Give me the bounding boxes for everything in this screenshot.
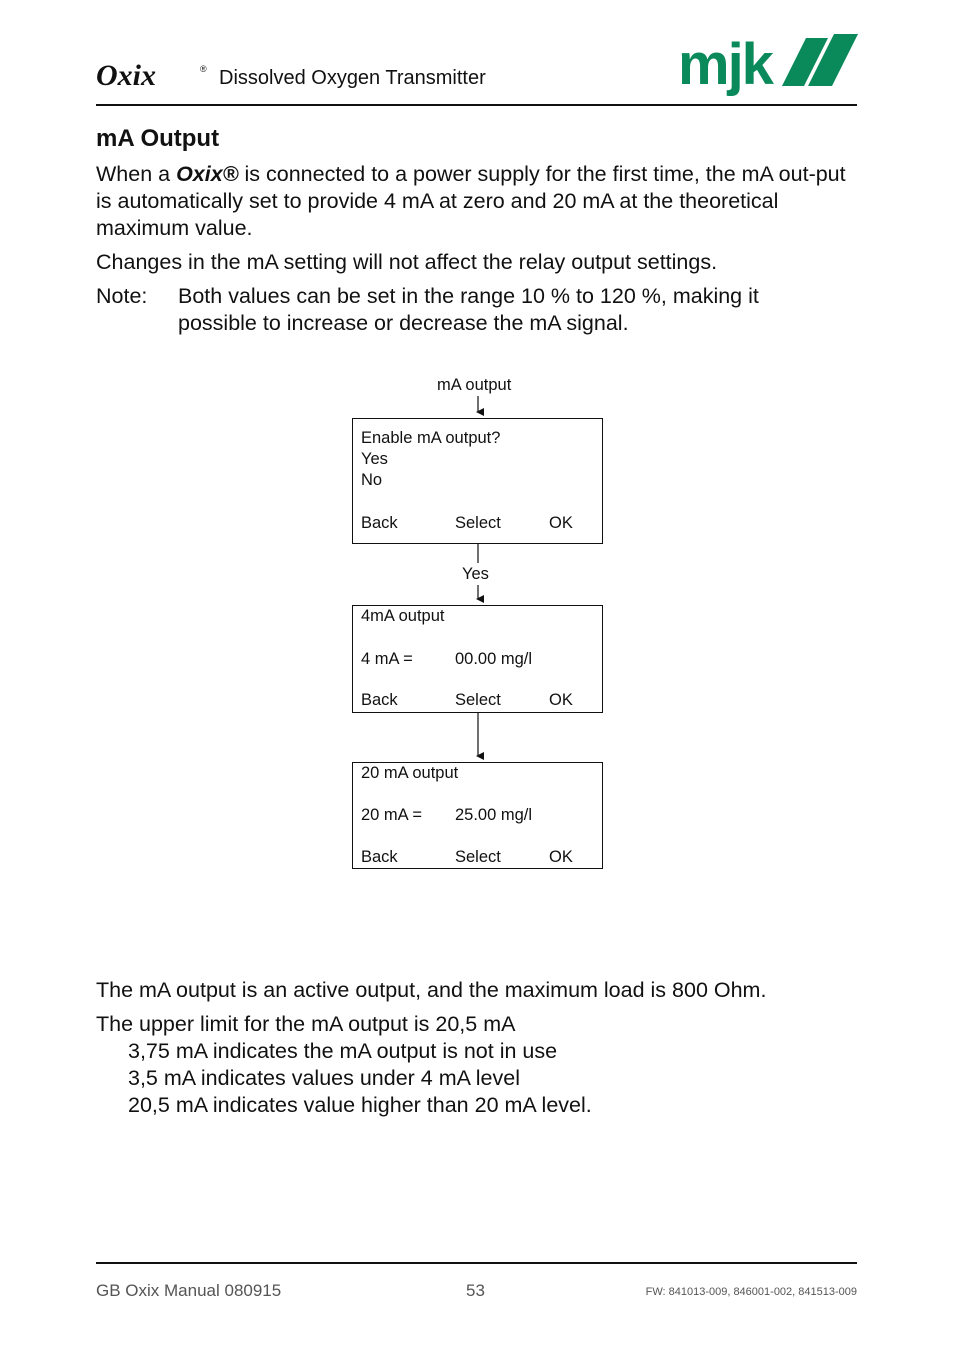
20ma-key: 20 mA = (361, 806, 422, 824)
oxix-logo-text: Oxix (96, 59, 156, 92)
20ma-title: 20 mA output (361, 764, 459, 782)
option-no: No (361, 471, 383, 489)
20ma-output-screen (352, 762, 603, 869)
select-label: Select (455, 848, 501, 866)
20ma-value: 25.00 mg/l (455, 806, 533, 824)
enable-question: Enable mA output? (361, 429, 501, 447)
header-title: Dissolved Oxygen Transmitter (219, 67, 486, 89)
select-label: Select (455, 691, 501, 709)
note-label: Note: (96, 284, 148, 308)
4ma-title: 4mA output (361, 607, 445, 625)
page-number: 53 (466, 1281, 485, 1300)
4ma-output-screen (352, 605, 603, 713)
select-label: Select (455, 514, 501, 532)
section-title: mA Output (96, 125, 220, 152)
intro-brand: Oxix® (176, 162, 239, 186)
ok-label: OK (549, 514, 573, 532)
footer-firmware: FW: 841013-009, 846001-002, 841513-009 (645, 1286, 857, 1298)
ok-label: OK (549, 848, 573, 866)
relay-paragraph: Changes in the mA setting will not affect the relay output settings. (96, 250, 718, 274)
intro-pre: When a (96, 162, 177, 186)
oxix-logo (96, 58, 211, 94)
footer-rule (96, 1262, 857, 1264)
note-text: Both values can be set in the range 10 % to 120 %, making it possible to increase or decrease the mA signal. (178, 284, 759, 335)
registered-mark: ® (200, 64, 207, 74)
back-label: Back (361, 848, 398, 866)
header-rule (96, 104, 857, 106)
indication-item-2: 3,5 mA indicates values under 4 mA level (128, 1066, 520, 1090)
active-output-text: The mA output is an active output, and the maximum load is 800 Ohm. (96, 978, 767, 1002)
upper-limit-text: The upper limit for the mA output is 20,5 mA (96, 1012, 516, 1036)
option-yes: Yes (361, 450, 388, 468)
intro-paragraph (96, 161, 856, 242)
4ma-value: 00.00 mg/l (455, 650, 533, 668)
mjk-logo (678, 30, 860, 102)
transition-yes-label: Yes (462, 565, 489, 583)
mjk-logo-text: mjk (678, 32, 772, 97)
enable-ma-output-screen (352, 418, 603, 544)
indication-item-1: 3,75 mA indicates the mA output is not in use (128, 1039, 558, 1063)
4ma-key: 4 mA = (361, 650, 413, 668)
back-label: Back (361, 691, 398, 709)
footer-manual-id: GB Oxix Manual 080915 (96, 1281, 282, 1300)
indication-item-3: 20,5 mA indicates value higher than 20 mA level. (128, 1093, 592, 1117)
back-label: Back (361, 514, 398, 532)
diagram-start-label: mA output (437, 376, 512, 394)
ok-label: OK (549, 691, 573, 709)
intro-post: is connected to a power supply for the first time, the mA out-put is automatically set to provide 4 mA at zero and 20 mA at the theoretical maximum value. (96, 162, 846, 240)
